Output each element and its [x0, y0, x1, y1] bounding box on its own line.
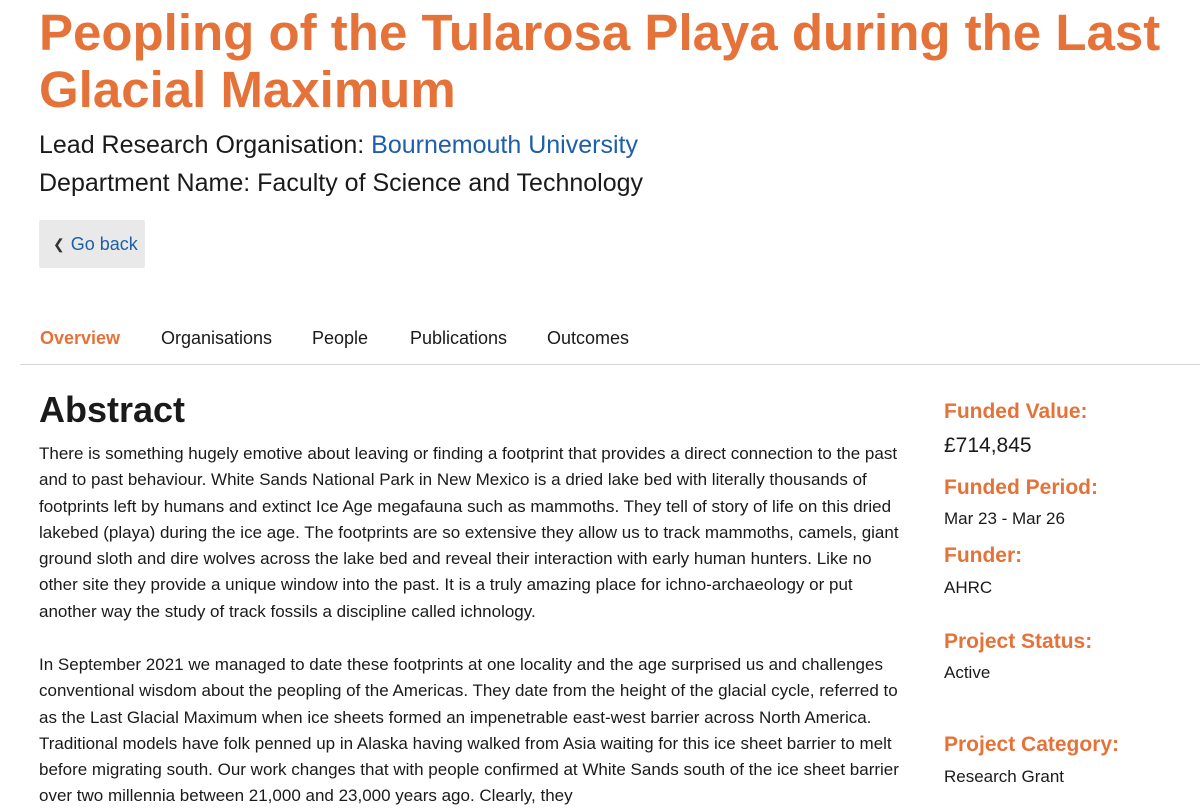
project-title: Peopling of the Tularosa Playa during the Last Glacial Maximum	[39, 4, 1161, 118]
abstract-paragraph: In September 2021 we managed to date these footprints at one locality and the age surprised us and challenges conventional wisdom about the peopling of the Americas. They date from the height of the glacial cycle, referred to as the Last Glacial Maximum when ice sheets formed an impenetrable east-west barrier across North America. Traditional models have folk penned up in Alaska having walked from Asia waiting for this ice sheet barrier to melt before migrating south. Our work changes that with people confirmed at White Sands south of the ice sheet barrier over two millennia between 21,000 and 23,000 years ago. Clearly, they	[39, 655, 899, 806]
project-category-value: Research Grant	[944, 767, 1064, 786]
funded-value-label: Funded Value:	[944, 400, 1088, 423]
tab-overview[interactable]: Overview	[40, 328, 121, 348]
funded-period: Mar 23 - Mar 26	[944, 509, 1065, 528]
department-name: Department Name: Faculty of Science and Technology	[39, 169, 644, 197]
lead-organisation	[39, 130, 1139, 160]
tab-bar	[20, 324, 1200, 365]
tab-outcomes[interactable]: Outcomes	[547, 328, 630, 348]
abstract-paragraph: There is something hugely emotive about leaving or finding a footprint that provides a direct connection to the past and to past behaviour. White Sands National Park in New Mexico is a dried lake bed with literally thousands of footprints left by humans and extinct Ice Age megafauna such as mammoths. They tell of story of life on this dried lakebed (playa) during the ice age. The footprints are so extensive they allow us to track mammoths, camels, giant ground sloth and dire wolves across the lake bed and reveal their interaction with early human hunters. Like no other site they provide a unique window into the past. It is a truly amazing place for ichno-archaeology or put another way the study of track fossils a discipline called ichnology.	[39, 444, 899, 621]
abstract-heading: Abstract	[39, 389, 186, 430]
tab-organisations[interactable]: Organisations	[161, 328, 273, 348]
chevron-left-icon: ❮	[53, 236, 65, 252]
funder-label: Funder:	[944, 544, 1023, 567]
lead-organisation-link[interactable]: Bournemouth University	[371, 131, 638, 159]
funder-value: AHRC	[944, 578, 993, 597]
project-status-value: Active	[944, 663, 991, 682]
funded-period-label: Funded Period:	[944, 476, 1098, 499]
tab-publications[interactable]: Publications	[410, 328, 508, 348]
tab-people[interactable]: People	[312, 328, 369, 348]
project-status-label: Project Status:	[944, 630, 1093, 653]
project-category-label: Project Category:	[944, 733, 1120, 756]
go-back-label: Go back	[70, 233, 138, 254]
go-back-button[interactable]	[39, 220, 145, 268]
funded-value: £714,845	[944, 434, 1032, 457]
lead-organisation-label: Lead Research Organisation:	[39, 131, 365, 159]
